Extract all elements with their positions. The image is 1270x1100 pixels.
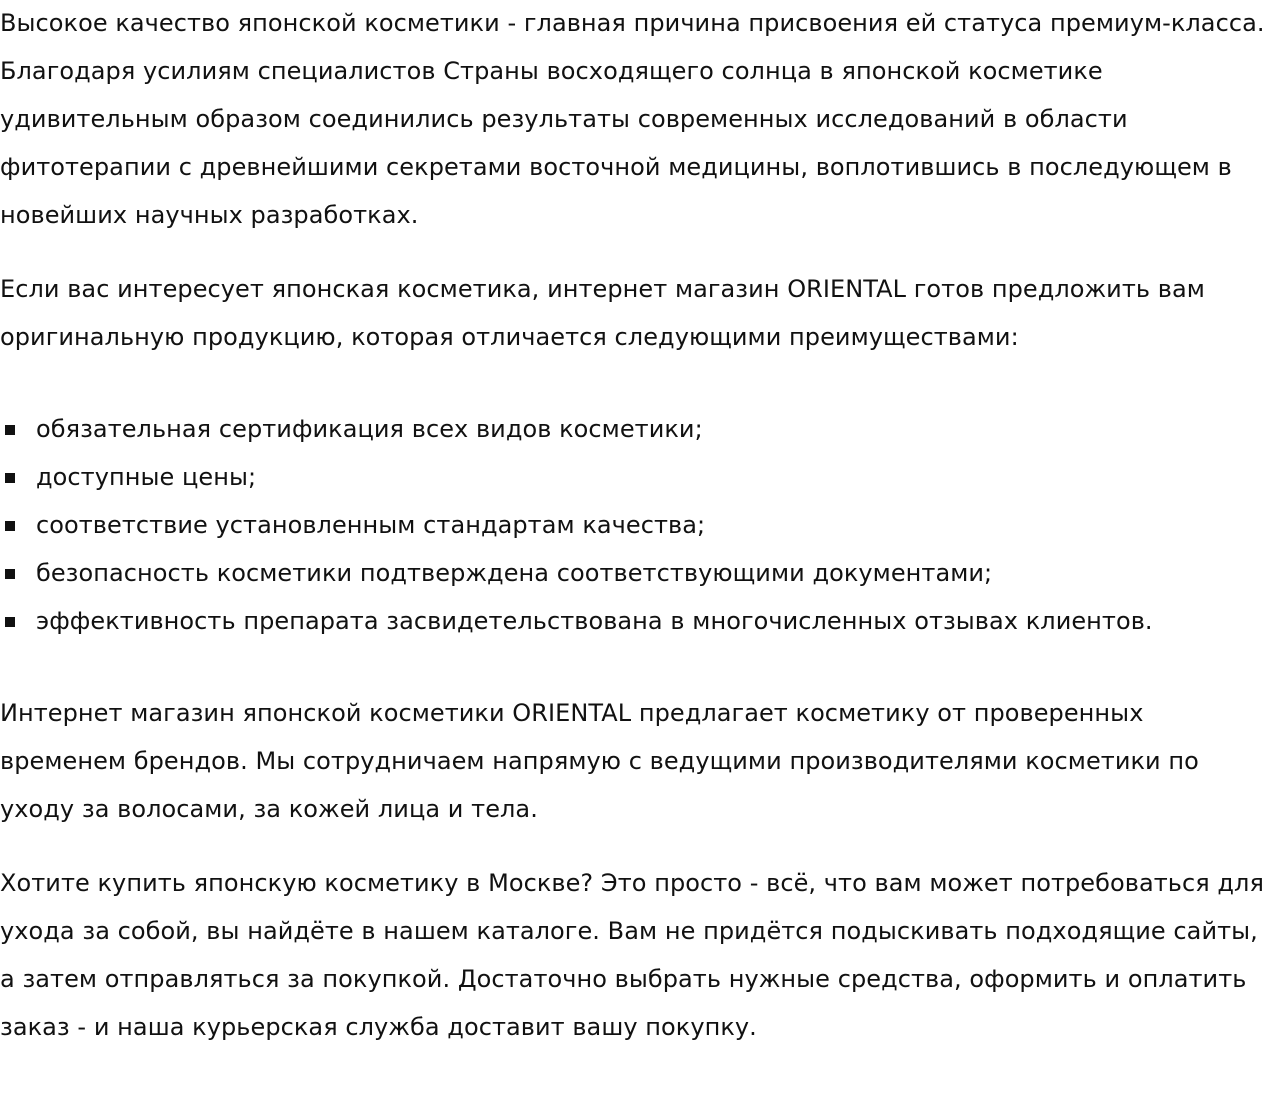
square-bullet-icon <box>5 569 15 579</box>
square-bullet-icon <box>5 473 15 483</box>
advantages-list <box>0 405 1270 645</box>
list-item <box>0 597 1270 645</box>
intro-paragraph: Высокое качество японской косметики - главная причина присвоения ей статуса премиум-класса. Благодаря усилиям специалистов Страны восходящего солнца в японской косметике удивительным образом соединились результаты современных исследований в области фитотерапии с древнейшими секретами восточной медицины, воплотившись в последующем в новейших научных разработках. <box>0 9 1265 229</box>
offer-paragraph: Если вас интересует японская косметика, интернет магазин ORIENTAL готов предложить вам оригинальную продукцию, которая отличается следующими преимуществами: <box>0 275 1205 351</box>
list-item-text: доступные цены; <box>36 463 257 491</box>
list-item-text: безопасность косметики подтверждена соответствующими документами; <box>36 559 993 587</box>
list-item-text: обязательная сертификация всех видов косметики; <box>36 415 703 443</box>
list-item-text: эффективность препарата засвидетельствована в многочисленных отзывах клиентов. <box>36 607 1153 635</box>
square-bullet-icon <box>5 617 15 627</box>
square-bullet-icon <box>5 425 15 435</box>
list-item <box>0 549 1270 597</box>
square-bullet-icon <box>5 521 15 531</box>
list-item <box>0 501 1270 549</box>
list-item <box>0 453 1270 501</box>
list-item <box>0 405 1270 453</box>
buy-paragraph: Хотите купить японскую косметику в Москве? Это просто - всё, что вам может потребоваться для ухода за собой, вы найдёте в нашем каталоге. Вам не придётся подыскивать подходящие сайты, а затем отправляться за покупкой. Достаточно выбрать нужные средства, оформить и оплатить заказ - и наша курьерская служба доставит вашу покупку. <box>0 869 1264 1041</box>
list-item-text: соответствие установленным стандартам качества; <box>36 511 706 539</box>
brands-paragraph: Интернет магазин японской косметики ORIENTAL предлагает косметику от проверенных временем брендов. Мы сотрудничаем напрямую с ведущими производителями косметики по уходу за волосами, за кожей лица и тела. <box>0 699 1199 823</box>
